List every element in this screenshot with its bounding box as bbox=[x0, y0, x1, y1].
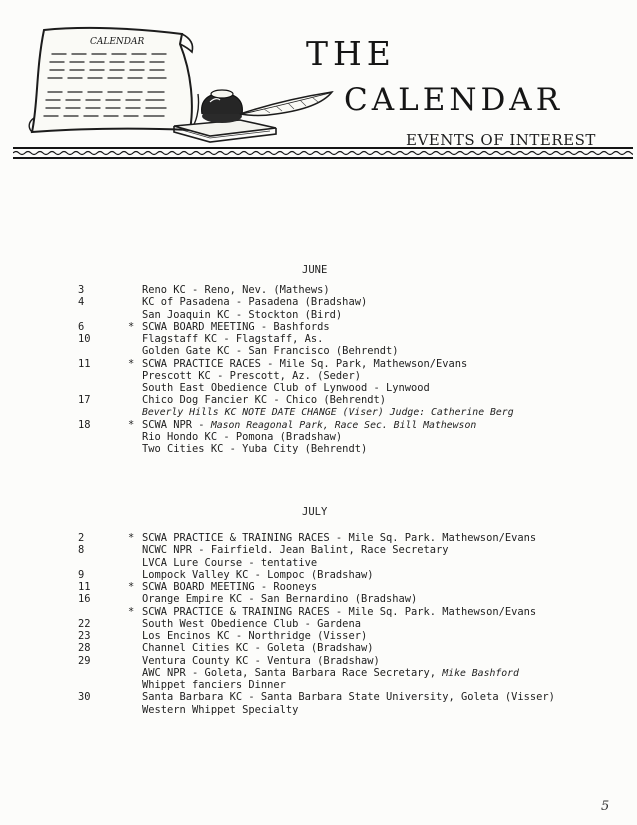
month-heading-june: JUNE bbox=[302, 264, 328, 276]
entry-typed-text: South West Obedience Club - Gardena bbox=[142, 617, 361, 630]
entry-typed-text: AWC NPR - Goleta, Santa Barbara Race Secretary, bbox=[142, 666, 443, 679]
entry-typed-text: Two Cities KC - Yuba City (Behrendt) bbox=[142, 443, 368, 456]
entry-day: 22 bbox=[78, 617, 91, 630]
entry-day: 28 bbox=[78, 642, 91, 655]
entry-text bbox=[142, 443, 367, 456]
entry-typed-text: Rio Hondo KC - Pomona (Bradshaw) bbox=[142, 431, 343, 443]
entry-text bbox=[142, 544, 449, 557]
scwa-event-star: * bbox=[128, 581, 135, 593]
entry-typed-text: Flagstaff KC - Flagstaff, As. bbox=[142, 333, 324, 345]
entry-day: 11 bbox=[78, 357, 91, 370]
calendar-entry bbox=[0, 630, 637, 642]
calendar-entry bbox=[0, 321, 637, 333]
entry-text bbox=[142, 284, 330, 297]
entry-typed-text: Whippet fanciers Dinner bbox=[142, 679, 286, 691]
entry-day: 30 bbox=[78, 691, 91, 704]
entry-day: 29 bbox=[78, 654, 91, 667]
entry-text bbox=[142, 431, 342, 444]
entry-day: 9 bbox=[78, 568, 85, 581]
calendar-entry bbox=[0, 382, 637, 394]
scwa-event-star: * bbox=[128, 605, 135, 618]
calendar-entry bbox=[0, 606, 637, 618]
entry-typed-text: SCWA PRACTICE & TRAINING RACES - Mile Sq. Park. Mathewson/Evans bbox=[142, 532, 537, 544]
entry-text bbox=[142, 407, 514, 419]
entry-handwritten-note: Mike Bashford bbox=[442, 667, 519, 679]
entry-day: 3 bbox=[78, 284, 85, 296]
entry-typed-text: Reno KC - Reno, Nev. (Mathews) bbox=[142, 284, 330, 296]
scwa-event-star: * bbox=[128, 320, 135, 333]
calendar-entry bbox=[0, 309, 637, 321]
entry-text bbox=[142, 569, 373, 582]
entry-text bbox=[142, 691, 555, 704]
entry-typed-text: Ventura County KC - Ventura (Bradshaw) bbox=[142, 654, 380, 667]
calendar-entry bbox=[0, 691, 637, 703]
entry-typed-text: NCWC NPR - Fairfield. Jean Balint, Race Secretary bbox=[142, 544, 449, 557]
entry-text bbox=[142, 333, 323, 346]
calendar-entry bbox=[0, 419, 637, 431]
calendar-entry bbox=[0, 431, 637, 443]
masthead-rule bbox=[13, 145, 633, 161]
entry-typed-text: SCWA PRACTICE & TRAINING RACES - Mile Sq. Park. Mathewson/Evans bbox=[142, 605, 537, 618]
entry-day: 6 bbox=[78, 320, 85, 333]
entry-typed-text: SCWA PRACTICE RACES - Mile Sq. Park, Mathewson/Evans bbox=[142, 357, 468, 370]
entry-day: 8 bbox=[78, 544, 85, 557]
entry-text bbox=[142, 296, 367, 309]
entry-day: 10 bbox=[78, 333, 91, 345]
entry-typed-text: South East Obedience Club of Lynwood - Lynwood bbox=[142, 382, 430, 394]
entry-typed-text: SCWA BOARD MEETING - Rooneys bbox=[142, 581, 318, 593]
entry-text bbox=[142, 593, 417, 606]
calendar-entry bbox=[0, 557, 637, 569]
month-heading-july: JULY bbox=[302, 506, 328, 518]
entry-text bbox=[142, 309, 342, 322]
calendar-entry bbox=[0, 618, 637, 630]
entry-typed-text: LVCA Lure Course - tentative bbox=[142, 556, 318, 569]
masthead-title-line1: THE bbox=[306, 34, 396, 73]
entry-text bbox=[142, 655, 380, 668]
entry-day: 23 bbox=[78, 630, 91, 642]
calendar-entry bbox=[0, 345, 637, 357]
entry-typed-text: Golden Gate KC - San Francisco (Behrendt) bbox=[142, 345, 399, 358]
entry-typed-text: SCWA BOARD MEETING - Bashfords bbox=[142, 320, 330, 333]
calendar-entry bbox=[0, 532, 637, 544]
entry-text bbox=[142, 370, 361, 383]
july-entries bbox=[0, 532, 637, 716]
calendar-entry bbox=[0, 544, 637, 556]
calendar-entry bbox=[0, 443, 637, 455]
entry-text bbox=[142, 581, 317, 594]
entry-typed-text: Lompock Valley KC - Lompoc (Bradshaw) bbox=[142, 568, 374, 581]
calendar-entry bbox=[0, 679, 637, 691]
entry-text bbox=[142, 606, 536, 619]
calendar-entry bbox=[0, 581, 637, 593]
entry-day: 4 bbox=[78, 296, 85, 309]
entry-text bbox=[142, 419, 476, 432]
entry-handwritten-note: Beverly Hills KC NOTE DATE CHANGE (Viser) Judge: Catherine Berg bbox=[142, 406, 514, 418]
calendar-entry bbox=[0, 333, 637, 345]
entry-text bbox=[142, 557, 317, 570]
illustration-label: CALENDAR bbox=[90, 37, 145, 47]
scwa-event-star: * bbox=[128, 532, 135, 544]
entry-typed-text: San Joaquin KC - Stockton (Bird) bbox=[142, 308, 343, 321]
masthead-subtitle: EVENTS OF INTEREST bbox=[406, 131, 596, 149]
calendar-entry bbox=[0, 407, 637, 419]
entry-text bbox=[142, 394, 386, 407]
entry-text bbox=[142, 345, 398, 358]
entry-text bbox=[142, 642, 373, 655]
entry-handwritten-note: Mason Reagonal Park, Race Sec. Bill Mathewson bbox=[210, 419, 477, 431]
june-entries bbox=[0, 284, 637, 456]
entry-typed-text: SCWA NPR - bbox=[142, 418, 211, 431]
calendar-entry bbox=[0, 569, 637, 581]
calendar-entry bbox=[0, 655, 637, 667]
page-number: 5 bbox=[601, 799, 610, 814]
entry-text bbox=[142, 321, 330, 334]
entry-day: 2 bbox=[78, 532, 85, 544]
entry-typed-text: Orange Empire KC - San Bernardino (Bradshaw) bbox=[142, 593, 418, 606]
entry-text bbox=[142, 618, 361, 631]
entry-day: 18 bbox=[78, 418, 91, 431]
entry-text bbox=[142, 679, 286, 692]
calendar-entry bbox=[0, 642, 637, 654]
entry-day: 17 bbox=[78, 394, 91, 407]
entry-typed-text: Prescott KC - Prescott, Az. (Seder) bbox=[142, 369, 361, 382]
calendar-entry bbox=[0, 667, 637, 679]
calendar-illustration bbox=[14, 14, 344, 146]
entry-text bbox=[142, 358, 467, 371]
entry-typed-text: Chico Dog Fancier KC - Chico (Behrendt) bbox=[142, 394, 386, 407]
entry-typed-text: KC of Pasadena - Pasadena (Bradshaw) bbox=[142, 296, 368, 309]
calendar-entry bbox=[0, 358, 637, 370]
entry-day: 11 bbox=[78, 581, 91, 593]
calendar-entry bbox=[0, 394, 637, 406]
calendar-entry bbox=[0, 704, 637, 716]
calendar-entry bbox=[0, 370, 637, 382]
entry-typed-text: Channel Cities KC - Goleta (Bradshaw) bbox=[142, 642, 374, 655]
calendar-entry bbox=[0, 296, 637, 308]
scwa-event-star: * bbox=[128, 357, 135, 370]
entry-typed-text: Santa Barbara KC - Santa Barbara State University, Goleta (Visser) bbox=[142, 691, 555, 704]
entry-text bbox=[142, 630, 367, 643]
entry-typed-text: Western Whippet Specialty bbox=[142, 703, 299, 716]
scwa-event-star: * bbox=[128, 418, 135, 431]
entry-text bbox=[142, 382, 430, 395]
entry-text bbox=[142, 667, 519, 680]
calendar-entry bbox=[0, 284, 637, 296]
entry-typed-text: Los Encinos KC - Northridge (Visser) bbox=[142, 630, 368, 642]
entry-text bbox=[142, 532, 536, 545]
masthead-title-line2: CALENDAR bbox=[344, 82, 564, 118]
calendar-entry bbox=[0, 593, 637, 605]
entry-day: 16 bbox=[78, 593, 91, 606]
entry-text bbox=[142, 704, 298, 717]
